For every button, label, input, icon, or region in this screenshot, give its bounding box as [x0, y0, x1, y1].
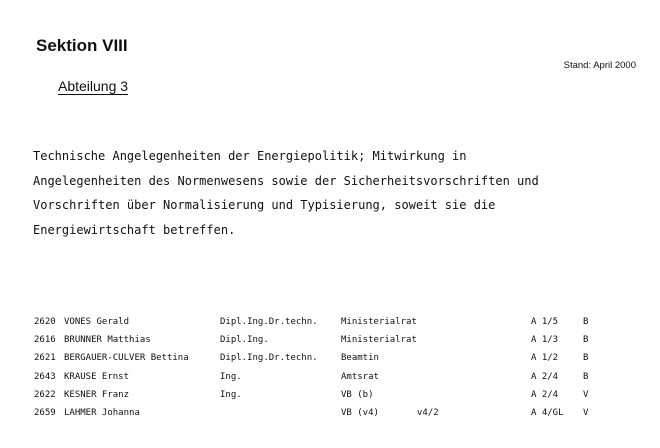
staff-name: KESNER Franz — [64, 389, 130, 400]
staff-extra: v4/2 — [417, 408, 439, 419]
staff-extra — [417, 313, 531, 331]
staff-name: BRUNNER Matthias — [64, 335, 151, 346]
staff-position: Ministerialrat — [341, 317, 417, 328]
staff-position: Amtsrat — [341, 371, 379, 382]
table-row — [34, 313, 603, 331]
staff-title: Ing. — [220, 371, 242, 382]
staff-extra — [417, 386, 531, 404]
staff-title: Dipl.Ing.Dr.techn. — [220, 353, 318, 364]
staff-name: KRAUSE Ernst — [64, 371, 130, 382]
stand-date: Stand: April 2000 — [563, 60, 636, 71]
staff-title — [220, 404, 341, 422]
staff-name: LAHMER Johanna — [64, 408, 140, 419]
staff-flag: B — [583, 317, 589, 328]
staff-code: 2620 — [34, 317, 56, 328]
staff-flag: B — [583, 353, 589, 364]
staff-code: 2659 — [34, 408, 56, 419]
staff-extra — [417, 331, 531, 349]
department-title: Abteilung 3 — [58, 78, 129, 94]
staff-grade: A 1/2 — [531, 353, 559, 364]
staff-table — [34, 313, 603, 422]
table-row — [34, 368, 603, 386]
table-row — [34, 404, 603, 422]
staff-extra — [417, 368, 531, 386]
staff-position: Ministerialrat — [341, 335, 417, 346]
staff-name: BERGAUER-CULVER Bettina — [64, 353, 189, 364]
table-row — [34, 331, 603, 349]
staff-grade: A 4/GL — [531, 408, 564, 419]
staff-name: VONES Gerald — [64, 317, 130, 328]
table-row — [34, 386, 603, 404]
table-row — [34, 349, 603, 367]
staff-grade: A 2/4 — [531, 371, 559, 382]
staff-title: Ing. — [220, 389, 242, 400]
staff-flag: B — [583, 371, 589, 382]
staff-position: Beamtin — [341, 353, 379, 364]
description-line: Angelegenheiten des Normenwesens sowie der Sicherheitsvorschriften und — [33, 173, 539, 188]
description-line: Energiewirtschaft betreffen. — [33, 222, 236, 237]
staff-title: Dipl.Ing. — [220, 335, 269, 346]
staff-code: 2622 — [34, 389, 56, 400]
description-line: Technische Angelegenheiten der Energiepolitik; Mitwirkung in — [33, 149, 467, 163]
staff-position: VB (v4) — [341, 408, 379, 419]
staff-grade: A 2/4 — [531, 389, 559, 400]
staff-code: 2621 — [34, 353, 56, 364]
staff-title: Dipl.Ing.Dr.techn. — [220, 317, 318, 328]
staff-flag: V — [583, 408, 589, 419]
staff-code: 2643 — [34, 371, 56, 382]
staff-position: VB (b) — [341, 389, 374, 400]
staff-grade: A 1/5 — [531, 317, 559, 328]
description-line: Vorschriften über Normalisierung und Typisierung, soweit sie die — [33, 198, 496, 212]
staff-code: 2616 — [34, 335, 56, 346]
section-title: Sektion VIII — [36, 36, 128, 55]
staff-grade: A 1/3 — [531, 335, 559, 346]
department-description — [33, 144, 633, 242]
staff-flag: B — [583, 335, 589, 346]
staff-extra — [417, 349, 531, 367]
staff-flag: V — [583, 389, 589, 400]
